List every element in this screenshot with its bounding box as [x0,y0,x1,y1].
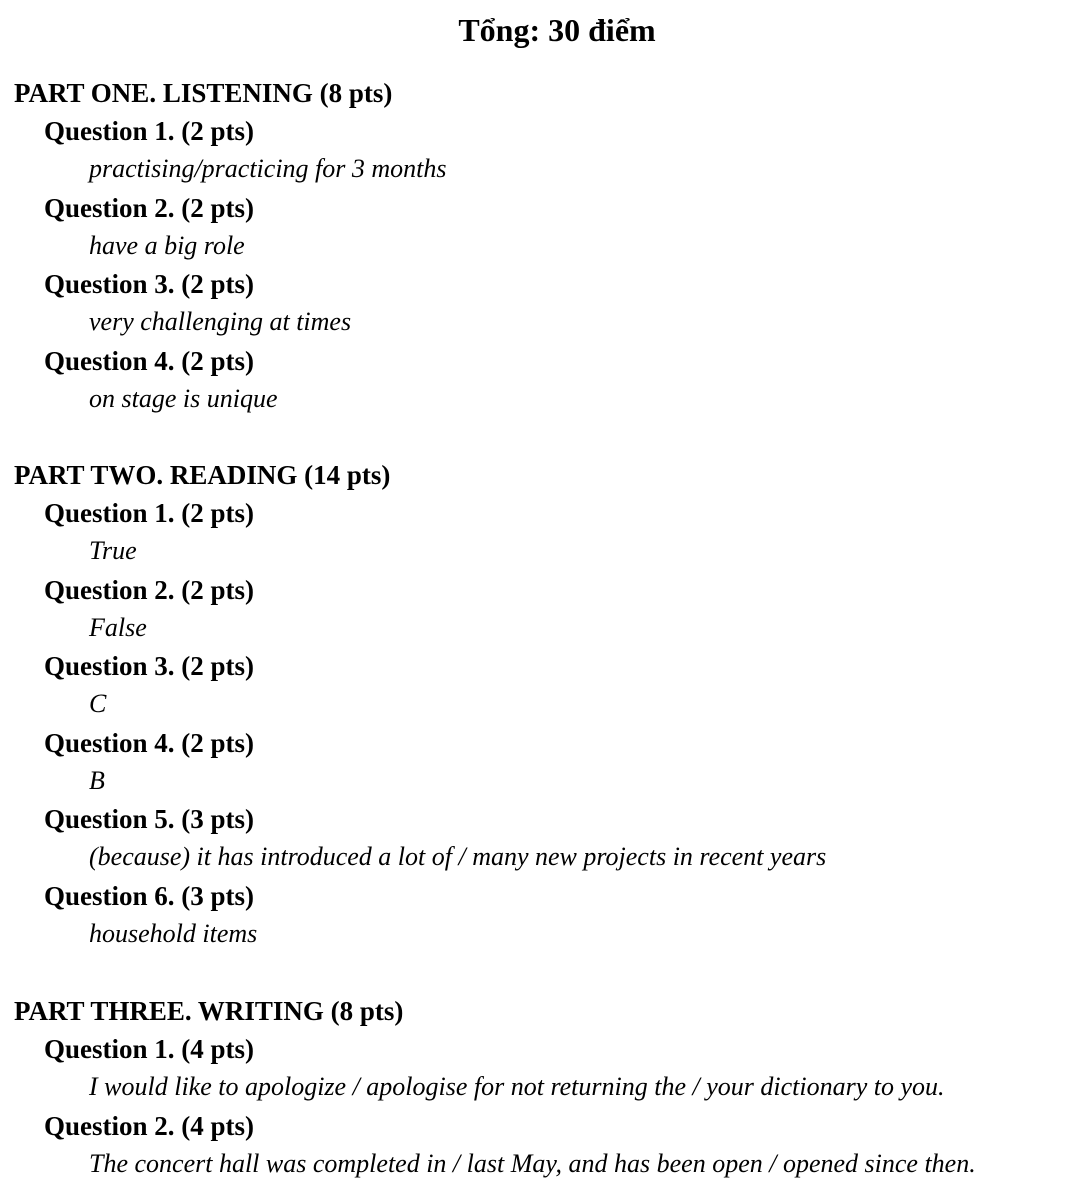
question-label: Question 3. (2 pts) [44,651,255,681]
answer-text: household items [89,918,258,948]
question-item [14,1030,976,1107]
question-label: Question 1. (2 pts) [44,116,255,146]
question-label: Question 2. (2 pts) [44,574,255,605]
question-item [14,647,826,724]
question-item [14,265,447,342]
question-label: Question 4. (2 pts) [44,727,255,758]
question-label: Question 6. (3 pts) [44,880,255,911]
answer-text: have a big role [89,230,245,260]
question-item [14,494,826,571]
section-writing [14,992,976,1183]
question-item [14,877,826,954]
answer-text: very challenging at times [89,307,352,336]
question-label: Question 3. (2 pts) [44,269,255,299]
question-label: Question 2. (2 pts) [44,192,255,223]
question-label: Question 1. (4 pts) [44,1034,255,1064]
question-item [14,800,826,877]
section-listening [14,74,447,418]
question-item [14,1107,976,1184]
page-title: Tổng: 30 điểm [458,12,656,48]
answer-text: practising/practicing for 3 months [89,154,447,183]
question-label: Question 2. (4 pts) [44,1110,255,1141]
question-item [14,724,826,801]
section-reading [14,456,826,953]
answer-text: True [89,536,137,565]
question-label: Question 1. (2 pts) [44,498,255,528]
answer-text: on stage is unique [89,383,278,413]
question-label: Question 5. (3 pts) [44,804,255,834]
section-heading: PART ONE. LISTENING (8 pts) [14,78,393,108]
section-heading: PART THREE. WRITING (8 pts) [14,996,404,1026]
question-item [14,112,447,189]
answer-text: I would like to apologize / apologise for not returning the / your dictionary to you. [89,1072,945,1101]
section-heading: PART TWO. READING (14 pts) [14,460,391,490]
question-item [14,189,447,266]
answer-text: B [89,765,105,795]
answer-text: C [89,689,107,718]
answer-text: (because) it has introduced a lot of / many new projects in recent years [89,842,827,871]
answer-text: The concert hall was completed in / last May, and has been open / opened since then. [89,1148,976,1178]
answer-text: False [89,612,147,642]
question-label: Question 4. (2 pts) [44,345,255,376]
question-item [14,342,447,419]
question-item [14,571,826,648]
